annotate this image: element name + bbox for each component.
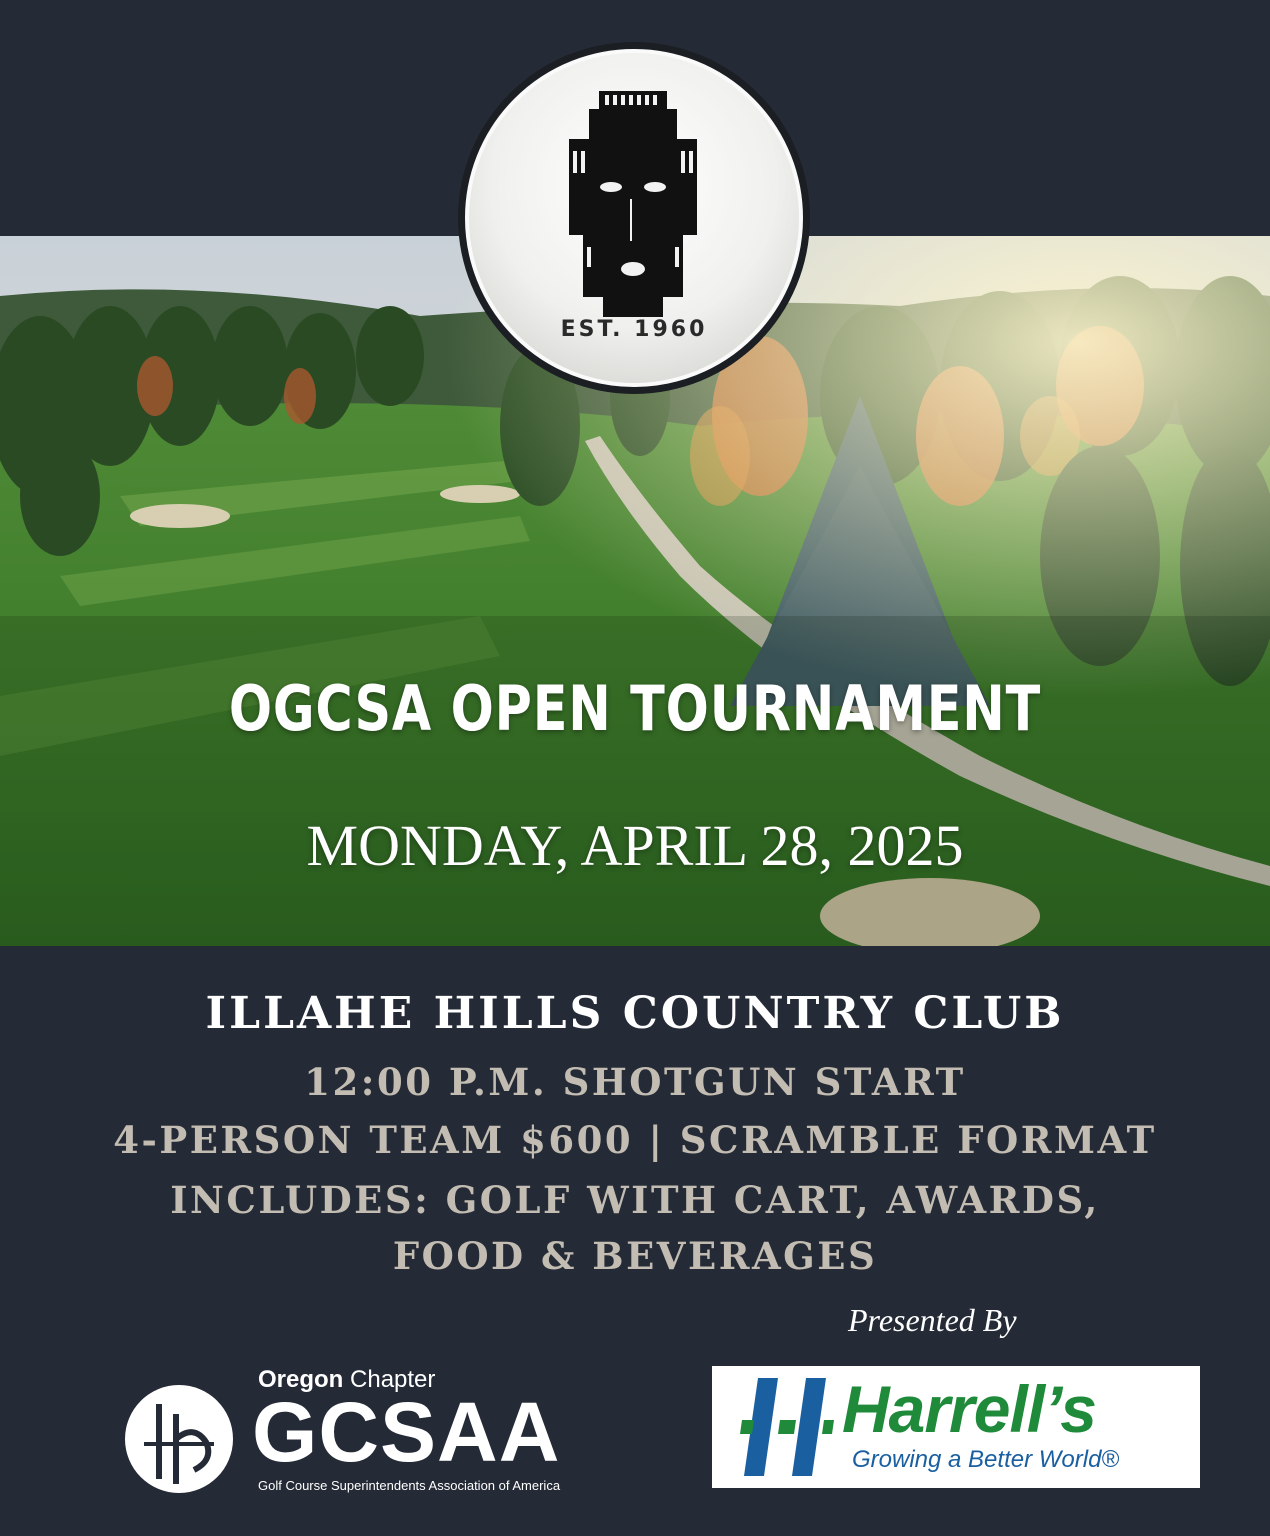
gcsaa-emblem-icon [124,1384,234,1494]
detail-start-time: 12:00 P.M. SHOTGUN START [304,1060,966,1104]
detail-food: FOOD & BEVERAGES [392,1234,878,1278]
gcsaa-chapter-state: Oregon [258,1366,344,1393]
harrells-logo [712,1366,1200,1488]
sponsor-tagline: Growing a Better World® [852,1446,1120,1473]
event-date: MONDAY, APRIL 28, 2025 [306,813,964,878]
mask-icon [559,91,707,321]
event-title: OGCSA OPEN TOURNAMENT [228,672,1042,745]
ogcsa-emblem [458,42,810,394]
gcsaa-full-name: Golf Course Superintendents Association of America [258,1478,561,1493]
sponsor-name: Harrell’s [842,1372,1096,1446]
presented-by-label: Presented By [848,1302,1017,1338]
event-venue: ILLAHE HILLS COUNTRY CLUB [205,988,1065,1039]
harrells-h-icon [736,1374,836,1480]
detail-team-price: 4-PERSON TEAM $600 | SCRAMBLE FORMAT [113,1118,1157,1162]
established-year: EST. 1960 [560,317,708,342]
detail-includes: INCLUDES: GOLF WITH CART, AWARDS, [170,1178,1100,1222]
gcsaa-name: GCSAA [252,1385,561,1479]
gcsaa-logo [124,1364,604,1494]
gcsaa-chapter-word: Chapter [350,1366,436,1393]
emblem-disc [465,49,803,387]
